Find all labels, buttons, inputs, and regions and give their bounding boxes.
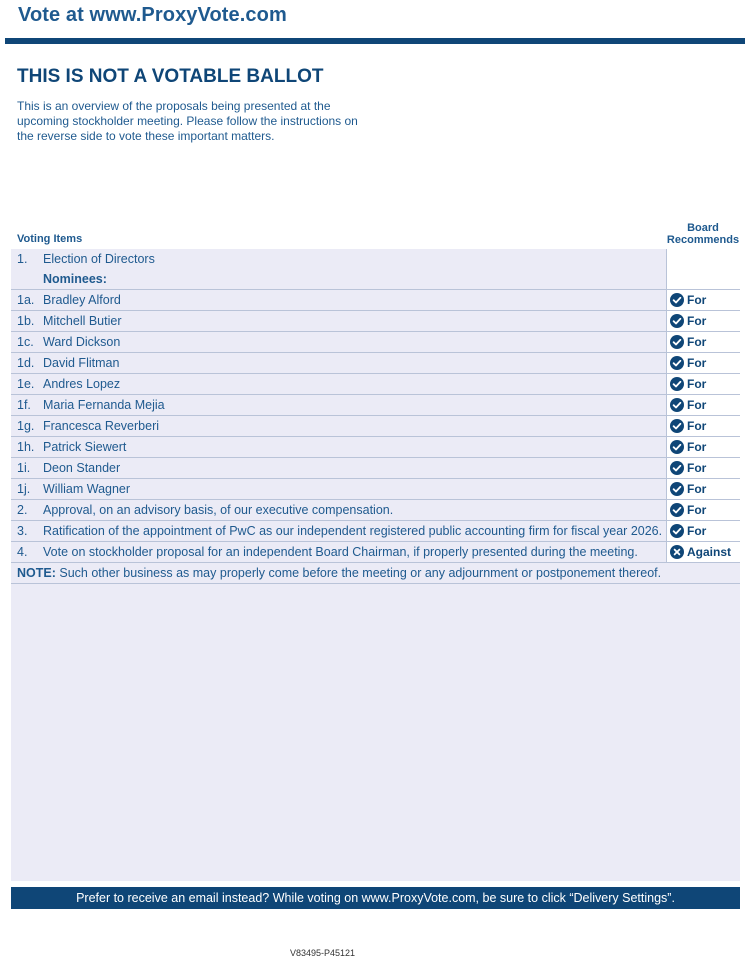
item-number: 3. [17, 524, 28, 538]
voting-item-row [11, 500, 740, 521]
board-recommendation [670, 398, 706, 412]
board-recommendation [670, 524, 706, 538]
recommendation-cell [666, 542, 740, 562]
recommendation-text: For [687, 482, 707, 496]
item-label: Patrick Siewert [43, 440, 127, 454]
item-number: 1c. [17, 335, 34, 349]
item-label: Approval, on an advisory basis, of our executive compensation. [43, 503, 394, 517]
check-circle-icon [670, 293, 684, 307]
item-number: 1f. [17, 398, 31, 412]
recommendation-text: For [687, 377, 707, 391]
item-number: 1g. [17, 419, 35, 433]
item-number: 1b. [17, 314, 35, 328]
item-label: William Wagner [43, 482, 131, 496]
intro-text: This is an overview of the proposals being presented at the upcoming stockholder meeting. Please follow the instructions on the reverse side to vote these important matters. [17, 99, 358, 143]
board-recommendation [670, 461, 706, 475]
header-divider [5, 38, 745, 44]
recommendation-text: For [687, 440, 707, 454]
recommendation-text: For [687, 419, 707, 433]
voting-item-row [11, 416, 740, 437]
item-label: David Flitman [43, 356, 120, 370]
voting-items-header: Voting Items [17, 233, 83, 245]
voting-item-row [11, 374, 740, 395]
recommendation-cell [666, 290, 740, 310]
voting-item-row [11, 437, 740, 458]
note-label: NOTE: [17, 566, 56, 580]
header-vote-url[interactable]: Vote at www.ProxyVote.com [18, 4, 287, 26]
item-number: 1d. [17, 356, 35, 370]
recommendation-cell [666, 395, 740, 415]
board-recommendation [670, 419, 706, 433]
check-circle-icon [670, 419, 684, 433]
item-label: Deon Stander [43, 461, 121, 475]
board-recommendation [670, 545, 731, 559]
voting-item-row [11, 290, 740, 311]
recommendation-cell [666, 437, 740, 457]
board-header-line1: Board [687, 222, 719, 234]
board-recommendation [670, 482, 706, 496]
item-label: Maria Fernanda Mejia [43, 398, 165, 412]
voting-item-row [11, 353, 740, 374]
note-row [11, 563, 740, 584]
voting-items-table [11, 249, 740, 584]
recommendation-text: For [687, 461, 707, 475]
recommendation-cell [666, 500, 740, 520]
voting-item-row [11, 332, 740, 353]
item-label: Nominees: [43, 272, 107, 286]
recommendation-text: For [687, 503, 707, 517]
recommendation-text: For [687, 398, 707, 412]
footer-banner: Prefer to receive an email instead? While voting on www.ProxyVote.com, be sure to click “Delivery Settings”. [11, 887, 740, 909]
board-recommendation [670, 377, 706, 391]
page-title: THIS IS NOT A VOTABLE BALLOT [17, 66, 324, 87]
board-recommendation [670, 440, 706, 454]
voting-item-row [11, 249, 740, 269]
check-circle-icon [670, 440, 684, 454]
recommendation-cell [666, 269, 740, 289]
recommendation-text: For [687, 335, 707, 349]
recommendation-cell [666, 458, 740, 478]
board-recommendation [670, 314, 706, 328]
item-number: 1h. [17, 440, 35, 454]
check-circle-icon [670, 461, 684, 475]
check-circle-icon [670, 482, 684, 496]
voting-item-row [11, 458, 740, 479]
voting-item-row [11, 479, 740, 500]
item-number: 1e. [17, 377, 35, 391]
board-recommendation [670, 356, 706, 370]
recommendation-cell [666, 416, 740, 436]
recommendation-cell [666, 353, 740, 373]
voting-item-row [11, 542, 740, 563]
check-circle-icon [670, 314, 684, 328]
recommendation-text: For [687, 524, 707, 538]
item-number: 1a. [17, 293, 35, 307]
x-circle-icon [670, 545, 684, 559]
recommendation-cell [666, 479, 740, 499]
item-number: 4. [17, 545, 28, 559]
recommendation-cell [666, 332, 740, 352]
board-header-line2: Recommends [666, 234, 740, 246]
check-circle-icon [670, 503, 684, 517]
check-circle-icon [670, 524, 684, 538]
item-number: 1j. [17, 482, 31, 496]
check-circle-icon [670, 335, 684, 349]
board-recommendation [670, 293, 706, 307]
board-recommendation [670, 335, 706, 349]
recommendation-text: Against [687, 545, 732, 559]
recommendation-cell [666, 374, 740, 394]
voting-item-row [11, 521, 740, 542]
item-number: 1. [17, 252, 28, 266]
recommendation-cell [666, 249, 740, 269]
voting-item-row [11, 395, 740, 416]
recommendation-cell [666, 521, 740, 541]
item-label: Mitchell Butier [43, 314, 122, 328]
item-label: Ratification of the appointment of PwC as our independent registered public accounting firm for fiscal year 2026. [43, 524, 663, 538]
item-label: Francesca Reverberi [43, 419, 160, 433]
check-circle-icon [670, 377, 684, 391]
check-circle-icon [670, 398, 684, 412]
item-label: Andres Lopez [43, 377, 121, 391]
item-number: 2. [17, 503, 28, 517]
board-recommendation [670, 503, 706, 517]
recommendation-text: For [687, 314, 707, 328]
recommendation-text: For [687, 356, 707, 370]
voting-item-row [11, 269, 740, 290]
item-number: 1i. [17, 461, 31, 475]
voting-item-row [11, 311, 740, 332]
item-label: Ward Dickson [43, 335, 121, 349]
note-body: Such other business as may properly come before the meeting or any adjournment or postponement thereof. [55, 566, 662, 580]
item-label: Election of Directors [43, 252, 155, 266]
item-label: Vote on stockholder proposal for an independent Board Chairman, if properly presented during the meeting. [43, 545, 638, 559]
item-label: Bradley Alford [43, 293, 121, 307]
recommendation-text: For [687, 293, 707, 307]
board-recommends-header [666, 222, 740, 246]
check-circle-icon [670, 356, 684, 370]
document-code: V83495-P45121 [290, 948, 356, 958]
note-text [17, 563, 661, 583]
recommendation-cell [666, 311, 740, 331]
